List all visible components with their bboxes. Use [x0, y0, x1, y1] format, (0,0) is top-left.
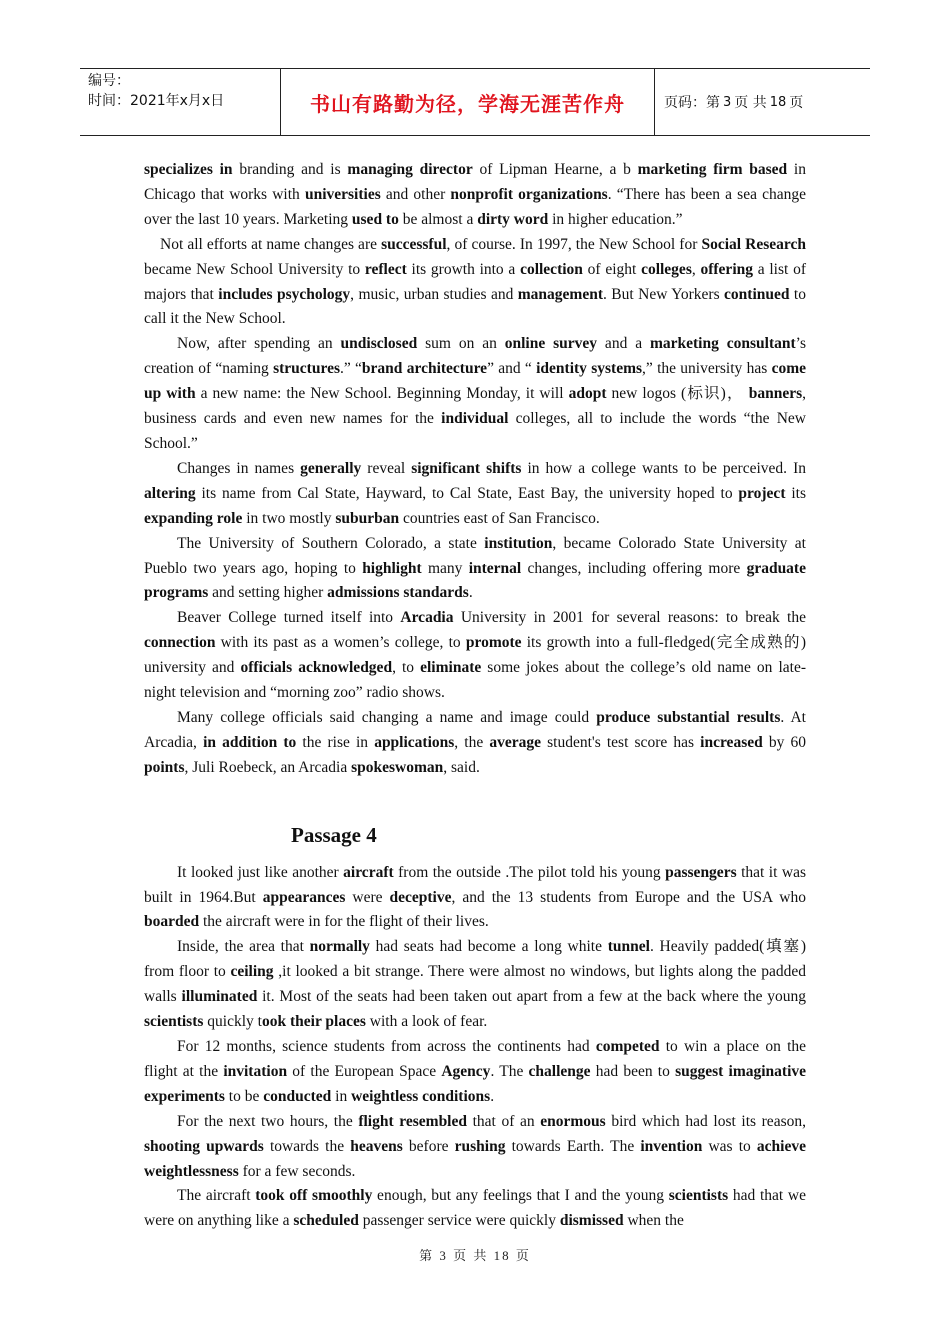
text-run: with a look of fear. [365, 1013, 488, 1031]
text-run: its [785, 484, 806, 502]
text-run: its name from Cal State, Hayward, to Cal State, East Bay, the university hoped to [195, 484, 739, 502]
bold-term: in addition to [203, 733, 297, 751]
bold-term: suburban [335, 509, 400, 527]
text-run: , music, urban studies and [350, 285, 518, 303]
bold-term: dismissed [559, 1212, 624, 1230]
text-run: , Juli Roebeck, an Arcadia [184, 758, 352, 776]
bold-term: project [738, 484, 786, 502]
text-run: the aircraft were in for the flight of their lives. [199, 913, 489, 931]
bold-term: appearances [262, 888, 346, 906]
text-run: ’s creation of “naming [144, 335, 806, 378]
bold-term: produce substantial results [596, 708, 781, 726]
text-run: from the outside .The pilot told his young [393, 863, 666, 881]
text-run: branding and is [232, 161, 348, 178]
text-run: many [421, 559, 469, 577]
paragraph [144, 457, 806, 532]
bold-term: achieve weightlessness [144, 1137, 806, 1180]
bold-term: officials acknowledged [240, 659, 393, 677]
text-run: and setting higher [208, 584, 328, 602]
bold-term: expanding role [144, 509, 243, 527]
bold-term: aircraft [343, 863, 394, 881]
text-run: before [402, 1137, 455, 1155]
text-run: reveal [361, 459, 412, 477]
text-run: .” “ [339, 360, 362, 378]
text-run: ” and “ [487, 360, 537, 378]
text-run: with its past as a women’s college, to [215, 634, 466, 652]
bold-term: significant shifts [411, 459, 522, 477]
paragraph [144, 233, 806, 333]
page-header [80, 68, 870, 136]
bold-term: individual [441, 410, 509, 428]
text-run: . But New Yorkers [603, 285, 725, 303]
text-run: was to [702, 1137, 757, 1155]
text-run: of eight [582, 260, 642, 278]
text-run: colleges, all to include the words “the New School.” [144, 410, 806, 452]
bold-term: colleges [641, 260, 692, 278]
text-run: towards Earth. The [505, 1137, 641, 1155]
bold-term: highlight [362, 559, 422, 577]
text-run: in Chicago that works with [144, 161, 806, 203]
text-run: in [331, 1087, 352, 1105]
bold-term: scientists [144, 1013, 204, 1031]
text-run: of the European Space [287, 1062, 442, 1080]
text-run: countries east of San Francisco. [399, 509, 600, 527]
passage-4-text [144, 861, 806, 1235]
text-run: It looked just like another [177, 863, 344, 881]
text-run: and other [380, 185, 451, 203]
paragraph [144, 158, 806, 233]
text-run: it. Most of the seats had been taken out apart from a few at the back where the young [257, 988, 807, 1006]
text-run: to be [224, 1087, 264, 1105]
text-run: passenger service were quickly [358, 1212, 560, 1230]
bold-term: come up with [144, 360, 806, 403]
text-run: ,it looked a bit strange. There were almost no windows, but lights along the padded walls [144, 963, 806, 1006]
bold-term: brand architecture [361, 360, 488, 378]
bold-term: Agency [441, 1062, 491, 1080]
paragraph [144, 935, 806, 1035]
text-run: Changes in names [177, 459, 301, 477]
bold-term: rushing [454, 1137, 506, 1155]
bold-term: specializes in [144, 161, 233, 178]
bold-term: managing director [347, 161, 473, 178]
bold-term: graduate programs [144, 559, 806, 602]
bold-term: normally [309, 938, 370, 956]
text-run: a new name: the New School. Beginning Monday, it will [195, 385, 569, 403]
text-run: be almost a [398, 210, 478, 228]
text-run: bird which had lost its reason, [605, 1112, 806, 1130]
bold-term: conducted [263, 1087, 332, 1105]
bold-term: ook their places [261, 1013, 366, 1031]
bold-term: connection [144, 634, 216, 652]
bold-term: collection [520, 260, 583, 278]
text-run: Not all efforts at name changes are [160, 235, 382, 253]
bold-term: continued [724, 285, 790, 303]
bold-term: management [517, 285, 604, 303]
text-run: that of an [467, 1112, 541, 1130]
bold-term: enormous [540, 1112, 606, 1130]
text-run: . [490, 1087, 495, 1105]
text-run: its growth into a full-fledged(完全成熟的) university and [144, 634, 806, 677]
bold-term: invention [640, 1137, 703, 1155]
text-run: new logos (标识)， [606, 385, 749, 403]
page-suffix: 页 [789, 95, 804, 111]
bold-term: increased [700, 733, 763, 751]
text-run: of Lipman Hearne, a b [472, 161, 638, 178]
serial-label: 编号： [88, 73, 130, 89]
text-run: Inside, the area that [177, 938, 310, 956]
bold-term: scientists [668, 1187, 729, 1205]
text-run: , business cards and even new names for the [144, 385, 806, 428]
text-run: changes, including offering more [521, 559, 747, 577]
paragraph [144, 1035, 806, 1110]
passage-title: Passage 4 [291, 822, 377, 847]
bold-term: universities [304, 185, 381, 203]
paragraph [144, 332, 806, 457]
section-gap [144, 781, 806, 820]
bold-term: shooting upwards [144, 1137, 264, 1155]
bold-term: generally [300, 459, 362, 477]
text-run: to call it the New School. [144, 285, 806, 328]
bold-term: reflect [364, 260, 407, 278]
bold-term: nonprofit organizations [450, 185, 608, 203]
text-run: Beaver College turned itself into [177, 609, 401, 627]
text-run: were [345, 888, 390, 906]
paragraph [144, 532, 806, 607]
bold-term: undisclosed [340, 335, 418, 353]
date-label: 时间：2021年x月x日 [88, 93, 225, 109]
text-run: . Heavily padded(填塞) from floor to [144, 938, 806, 981]
bold-term: heavens [350, 1137, 403, 1155]
motto-text: 书山有路勤为径，学海无涯苦作舟 [310, 91, 625, 116]
paragraph [144, 861, 806, 936]
bold-term: marketing firm based [637, 161, 788, 178]
page-prefix: 页码：第 [664, 95, 720, 111]
text-run: The University of Southern Colorado, a state [177, 534, 485, 552]
text-run: its growth into a [406, 260, 521, 278]
header-motto-cell [281, 69, 655, 135]
paragraph [144, 1184, 806, 1234]
text-run: when the [623, 1212, 684, 1230]
bold-term: competed [595, 1038, 660, 1055]
text-run: some jokes about the college’s old name on late-night television and “morning zoo” radio shows. [144, 659, 807, 702]
passage-3-text [144, 158, 806, 781]
bold-term: successful [381, 235, 447, 253]
bold-term: institution [484, 534, 553, 552]
bold-term: weightless conditions [351, 1087, 491, 1105]
text-run: , [691, 260, 701, 278]
text-run: had been to [590, 1062, 676, 1080]
text-run: , became Colorado State University at Pueblo two years ago, hoping to [144, 534, 806, 577]
bold-term: suggest imaginative experiments [144, 1062, 807, 1105]
text-run: sum on an [417, 335, 505, 353]
text-run: for a few seconds. [238, 1162, 356, 1180]
bold-term: illuminated [181, 988, 258, 1006]
bold-term: internal [468, 559, 522, 577]
bold-term: promote [465, 634, 522, 652]
bold-term: boarded [144, 913, 200, 931]
text-run: , to [392, 659, 421, 677]
text-run: by 60 [762, 733, 806, 751]
bold-term: ceiling [230, 963, 274, 981]
header-meta-cell [80, 69, 281, 135]
text-run: . [468, 584, 473, 602]
bold-term: scheduled [293, 1212, 359, 1230]
bold-term: deceptive [389, 888, 452, 906]
text-run: ,” the university has [642, 360, 772, 378]
text-run: that it was built in 1964.But [144, 863, 806, 906]
text-run: in two mostly [242, 509, 336, 527]
text-run: University in 2001 for several reasons: to break the [453, 609, 806, 627]
bold-term: used to [351, 210, 399, 228]
paragraph [144, 1110, 806, 1185]
text-run: quickly t [203, 1013, 262, 1031]
bold-term: tunnel [607, 938, 650, 956]
page-footer: 第 3 页 共 18 页 [419, 1248, 531, 1263]
bold-term: altering [144, 484, 196, 502]
bold-term: Arcadia [400, 609, 454, 627]
page-current: 3 [723, 94, 732, 110]
bold-term: flight resembled [358, 1112, 467, 1130]
text-run: Now, after spending an [177, 335, 341, 353]
text-run: had that we were on anything like a [144, 1187, 806, 1230]
bold-term: adopt [568, 385, 607, 403]
paragraph [144, 706, 806, 781]
text-run: , of course. In 1997, the New School for [446, 235, 702, 253]
text-run: towards the [263, 1137, 351, 1155]
bold-term: took off smoothly [255, 1187, 373, 1205]
bold-term: banners [748, 385, 803, 403]
text-run: The aircraft [177, 1187, 256, 1205]
text-run: Many college officials said changing a name and image could [177, 708, 597, 726]
text-run: . At Arcadia, [144, 708, 806, 751]
text-run: to win a place on the flight at the [144, 1038, 806, 1080]
bold-term: online survey [504, 335, 598, 353]
text-run: , and the 13 students from Europe and the USA who [451, 888, 806, 906]
bold-term: spokeswoman [351, 758, 444, 776]
text-run: in higher education.” [548, 210, 683, 228]
text-run: in how a college wants to be perceived. In [521, 459, 806, 477]
text-run: For 12 months, science students from across the continents had [177, 1038, 596, 1055]
bold-term: points [144, 758, 185, 776]
text-run: . “There has been a sea change over the last 10 years. Marketing [144, 185, 807, 228]
text-run: , said. [443, 758, 480, 776]
bold-term: structures [273, 360, 340, 378]
bold-term: average [489, 733, 542, 751]
text-run: For the next two hours, the [177, 1112, 359, 1130]
document-body [144, 158, 806, 1234]
page-total: 18 [769, 94, 787, 110]
bold-term: offering [700, 260, 753, 278]
bold-term: dirty word [477, 210, 549, 228]
bold-term: includes psychology [218, 285, 351, 303]
text-run: student's test score has [541, 733, 701, 751]
bold-term: challenge [528, 1062, 591, 1080]
bold-term: identity systems [536, 360, 643, 378]
bold-term: applications [374, 733, 455, 751]
bold-term: Social Research [701, 235, 806, 253]
text-run: the rise in [296, 733, 375, 751]
bold-term: passengers [665, 863, 737, 881]
bold-term: admissions standards [327, 584, 469, 602]
text-run: enough, but any feelings that I and the young [372, 1187, 669, 1205]
bold-term: eliminate [420, 659, 482, 677]
text-run: and a [597, 335, 650, 353]
page-middle: 页 共 [734, 95, 767, 111]
text-run: , the [454, 733, 490, 751]
text-run: . The [490, 1062, 529, 1080]
paragraph [144, 606, 806, 706]
bold-term: invitation [223, 1062, 288, 1080]
text-run: had seats had become a long white [369, 938, 608, 956]
text-run: a list of majors that [144, 260, 806, 303]
bold-term: marketing consultant [649, 335, 796, 353]
text-run: became New School University to [144, 260, 365, 278]
header-page-cell [655, 69, 870, 135]
